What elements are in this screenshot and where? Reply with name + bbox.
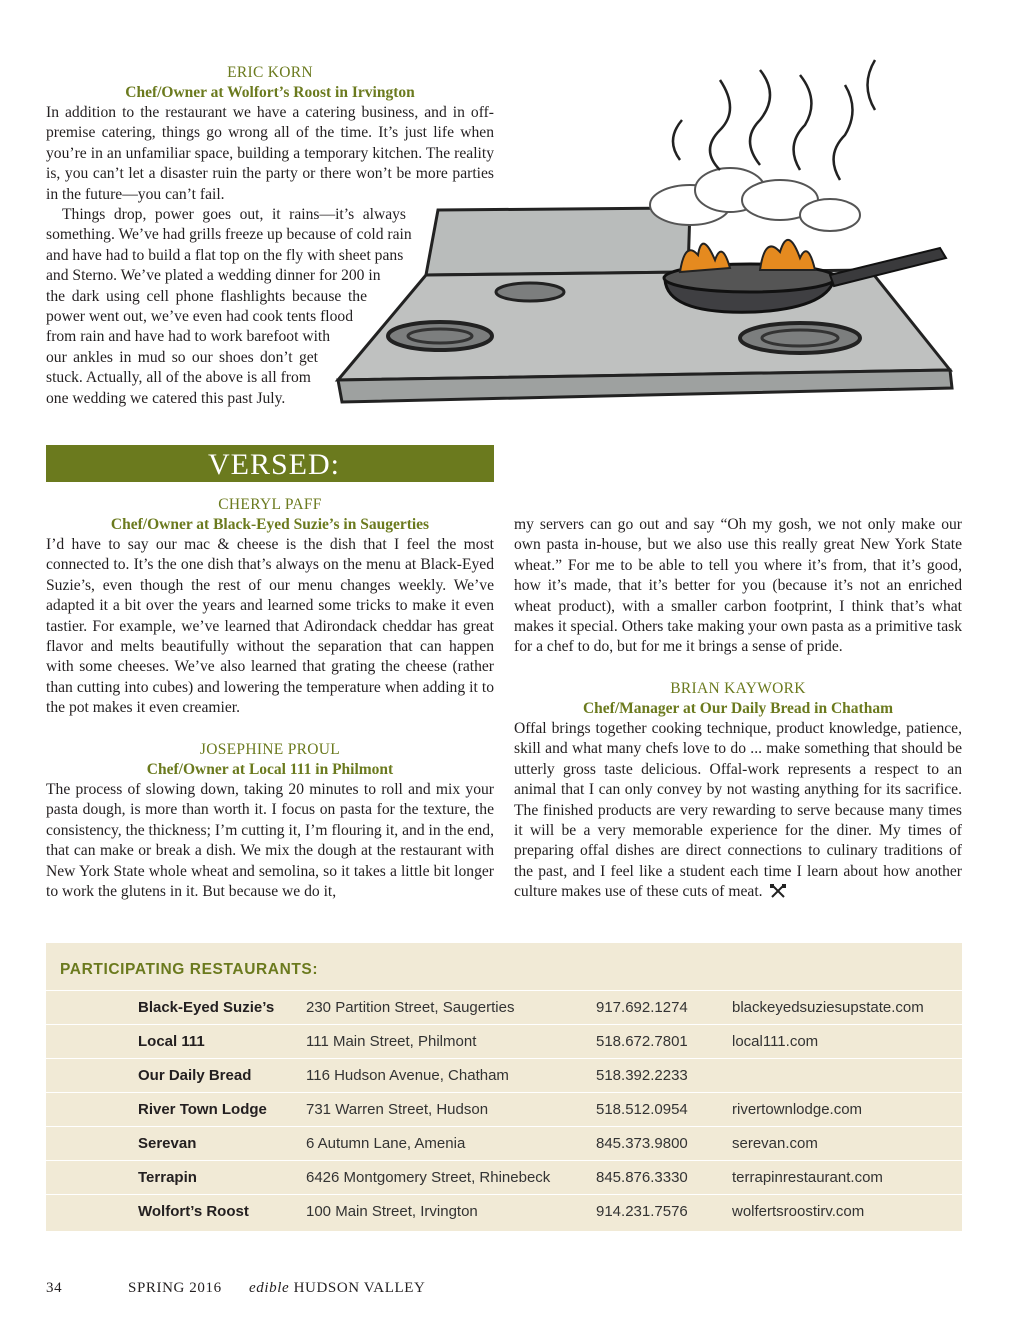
restaurant-address: 116 Hudson Avenue, Chatham [306, 1067, 509, 1084]
cheryl-role: Chef/Owner at Black-Eyed Suzie’s in Saugerties [110, 516, 430, 533]
table-row [46, 990, 962, 1025]
restaurant-name: Local 111 [138, 1033, 205, 1050]
josephine-text: The process of slowing down, taking 20 minutes to roll and mix your pasta dough, is more than worth it. I focus on pasta for the texture, the consistency, the thickness; I’m cutting it, I’m flouring it, and in the end, that can make or break a dish. We mix the dough at the restaurant with New York State whole wheat and semolina, so it takes a little bit longer to work the glutens in it. But because we do it, [46, 781, 494, 901]
restaurant-website[interactable]: terrapinrestaurant.com [732, 1169, 883, 1186]
eric-name: ERIC KORN [227, 64, 313, 81]
restaurant-name: Serevan [138, 1135, 197, 1152]
table-row [46, 1024, 962, 1059]
restaurant-phone: 914.231.7576 [596, 1203, 688, 1220]
eric-role: Chef/Owner at Wolfort’s Roost in Irvington [125, 84, 415, 101]
restaurant-address: 111 Main Street, Philmont [306, 1033, 477, 1050]
restaurant-address: 6426 Montgomery Street, Rhinebeck [306, 1169, 551, 1186]
magazine-brand [249, 1280, 425, 1297]
restaurant-website[interactable]: local111.com [732, 1033, 819, 1050]
footer [46, 1280, 646, 1297]
restaurant-name: Terrapin [138, 1169, 197, 1186]
restaurant-website[interactable]: serevan.com [732, 1135, 818, 1152]
cheryl-name: CHERYL PAFF [218, 496, 322, 513]
restaurant-phone: 845.876.3330 [596, 1169, 688, 1186]
josephine-role: Chef/Owner at Local 111 in Philmont [146, 761, 394, 778]
restaurants-table-title: PARTICIPATING RESTAURANTS: [60, 961, 319, 978]
eric-line: from rain and have had to work barefoot with [46, 328, 331, 346]
eric-paragraph-1: In addition to the restaurant we have a catering business, and in off-premise catering, things go wrong all of the time. It’s just life when you’re in an unfamiliar space, building a temporary kitchen. The reality is, you can’t let a disaster ruin the party or there won’t be more parties in the future—you can’t fail. [46, 104, 494, 203]
restaurant-name: River Town Lodge [138, 1101, 267, 1118]
eric-line: one wedding we catered this past July. [46, 389, 286, 407]
eric-line: power went out, we’ve even had cook tents flood [46, 308, 354, 326]
banner-title: VERSED: [208, 448, 341, 481]
restaurant-address: 100 Main Street, Irvington [306, 1203, 478, 1220]
brian-text [514, 719, 962, 903]
restaurant-address: 731 Warren Street, Hudson [306, 1101, 489, 1118]
table-row [46, 1126, 962, 1161]
eric-line: stuck. Actually, all of the above is all from [46, 369, 311, 387]
eric-line: and have had to build a flat top on the fly with sheet pans [46, 246, 404, 264]
josephine-name: JOSEPHINE PROUL [199, 741, 341, 758]
restaurant-phone: 845.373.9800 [596, 1135, 688, 1152]
restaurants-table [46, 943, 962, 1231]
section-banner [46, 445, 494, 482]
cheryl-text: I’d have to say our mac & cheese is the dish that I feel the most connected to. It’s the one dish that’s always on the menu at Black-Eyed Suzie’s, even though the rest of our menu changes weekly. We’ve adapted it a bit over the years and learned some tricks to make it even tastier. For example, we’ve learned that Adirondack cheddar has great flavor and melts beautifully without the separation that can happen with some cheeses. We’ve also learned that grating the cheese (rather than cutting into cubes) and lowering the temperature when adding it to the pot makes it even creamier. [46, 536, 494, 717]
eric-line: something. We’ve had grills freeze up because of cold rain [46, 226, 412, 244]
restaurant-website[interactable]: rivertownlodge.com [732, 1101, 863, 1118]
restaurant-address: 6 Autumn Lane, Amenia [306, 1135, 466, 1152]
brian-name: BRIAN KAYWORK [670, 680, 806, 697]
issue-date: SPRING 2016 [128, 1280, 222, 1296]
restaurant-phone: 518.392.2233 [596, 1067, 688, 1084]
table-row [46, 1092, 962, 1127]
table-row [46, 1194, 962, 1229]
magazine-brand-name: HUDSON VALLEY [293, 1280, 426, 1296]
brian-role: Chef/Manager at Our Daily Bread in Chatham [582, 700, 893, 717]
eric-line: Things drop, power goes out, it rains—it’s always [62, 206, 406, 223]
crossed-utensils-icon [770, 884, 786, 898]
table-row [46, 1160, 962, 1195]
magazine-brand-italic: edible [249, 1280, 290, 1296]
brian-text-body: Offal brings together cooking technique, product knowledge, patience, skill and what many chefs love to do ... make something that should be utterly gross taste delicious. Offal-work represents a respect to an animal that I can only convey by not wasting anything for its sacrifice. The finished products are very rewarding to serve because many times it will be a very memorable experience for the diner. My times of preparing offal dishes are direct connections to culinary traditions of the past, and I feel like a student each time I learn about how another culture makes use of these cuts of meat. [514, 720, 962, 901]
restaurant-phone: 518.512.0954 [596, 1101, 688, 1118]
restaurant-website[interactable]: blackeyedsuziesupstate.com [732, 999, 924, 1016]
restaurant-address: 230 Partition Street, Saugerties [306, 999, 515, 1016]
eric-paragraph-2 [46, 205, 446, 409]
restaurant-name: Our Daily Bread [138, 1067, 252, 1084]
restaurant-name: Black-Eyed Suzie’s [138, 999, 275, 1016]
restaurant-website[interactable]: wolfertsroostirv.com [732, 1203, 865, 1220]
table-row [46, 1058, 962, 1093]
restaurant-phone: 917.692.1274 [596, 999, 688, 1016]
restaurant-name: Wolfort’s Roost [138, 1203, 249, 1220]
eric-line: our ankles in mud so our shoes don’t get [46, 348, 318, 366]
restaurant-phone: 518.672.7801 [596, 1033, 688, 1050]
page-number: 34 [46, 1280, 63, 1296]
eric-line: the dark using cell phone flashlights because the [46, 287, 367, 305]
eric-line: and Sterno. We’ve plated a wedding dinner for 200 in [46, 267, 381, 285]
josephine-text-continued: my servers can go out and say “Oh my gosh, we not only make our own pasta in-house, but we also use this really great New York State wheat.” For me to be able to tell you where it’s from, that it’s good, how it’s made, that it’s better for you (because it’s not an enriched wheat product), with a smaller carbon footprint, I think that’s what makes it special. Others take making your own pasta as a primitive task for a chef to do, but for me it brings a sense of pride. [514, 516, 962, 656]
